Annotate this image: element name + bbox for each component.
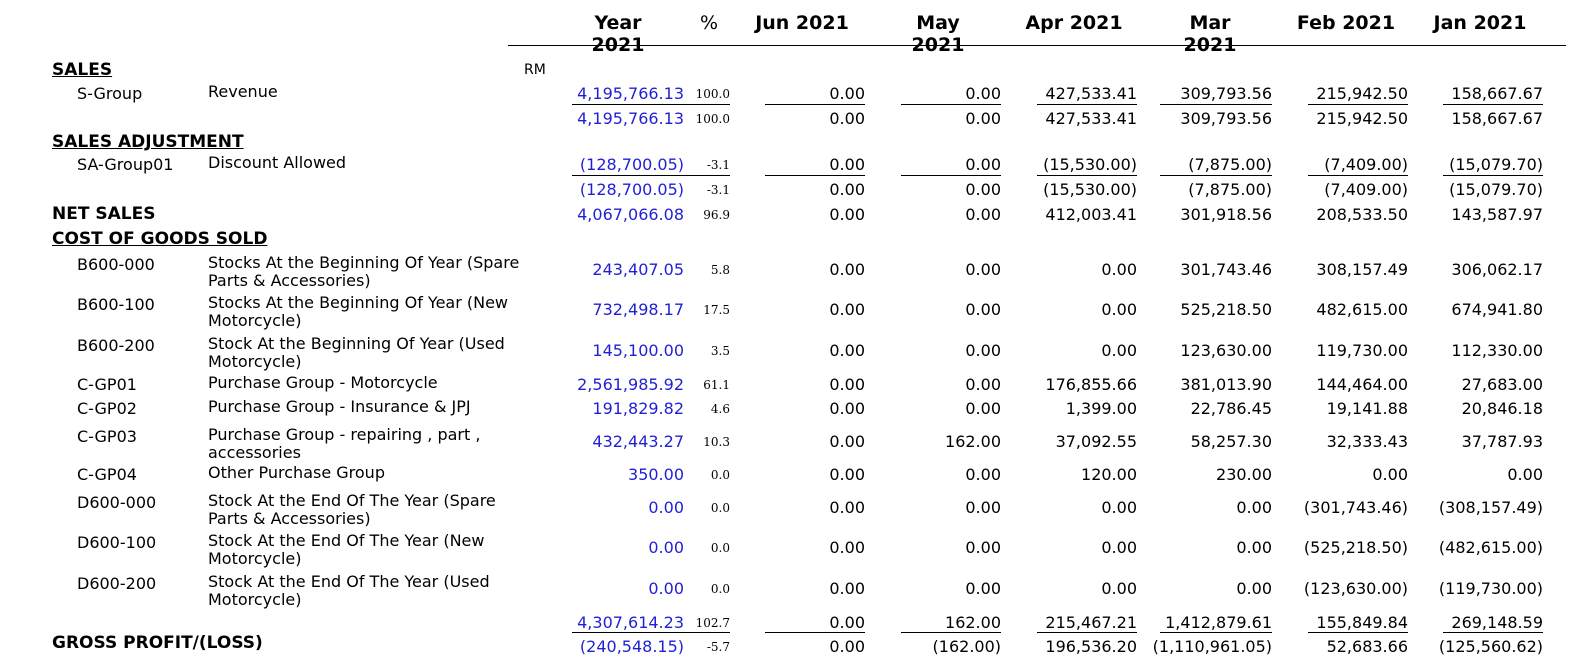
header-divider — [508, 45, 1566, 46]
month-amount: (119,730.00) — [1438, 579, 1543, 598]
account-code: D600-200 — [77, 574, 157, 593]
month-amount: (525,218.50) — [1303, 538, 1408, 557]
subtotal-rule — [901, 175, 1001, 176]
month-amount: 0.00 — [829, 260, 865, 279]
month-amount: (301,743.46) — [1303, 498, 1408, 517]
account-description: Stock At the Beginning Of Year (Used — [208, 334, 505, 353]
subtotal-rule — [572, 175, 730, 176]
month-amount: 196,536.20 — [1045, 637, 1137, 656]
subtotal-rule — [1443, 632, 1543, 633]
col-header-may: May 2021 — [911, 12, 965, 56]
month-amount: 0.00 — [1101, 579, 1137, 598]
month-amount: (308,157.49) — [1438, 498, 1543, 517]
percent-value: 5.8 — [710, 263, 730, 277]
section-sales: SALES — [52, 60, 113, 80]
account-description: Discount Allowed — [208, 153, 347, 172]
ytd-amount[interactable]: 432,443.27 — [592, 432, 684, 451]
month-amount: (162.00) — [932, 637, 1001, 656]
month-amount: 0.00 — [965, 579, 1001, 598]
month-amount: 144,464.00 — [1316, 375, 1408, 394]
month-amount: 158,667.67 — [1451, 84, 1543, 103]
subtotal-rule — [1443, 104, 1543, 105]
col-header-apr: Apr 2021 — [1025, 12, 1123, 34]
month-amount: 301,743.46 — [1180, 260, 1272, 279]
month-amount: (125,560.62) — [1438, 637, 1543, 656]
month-amount: (7,875.00) — [1188, 155, 1272, 174]
subtotal-rule — [901, 632, 1001, 633]
percent-value: 102.7 — [695, 616, 730, 630]
percent-value: -3.1 — [706, 158, 730, 172]
ytd-amount[interactable]: 4,307,614.23 — [577, 613, 684, 632]
ytd-amount[interactable]: 145,100.00 — [592, 341, 684, 360]
month-amount: (7,409.00) — [1324, 180, 1408, 199]
account-description: Motorcycle) — [208, 352, 302, 371]
col-header-percent: % — [699, 12, 719, 34]
month-amount: 674,941.80 — [1451, 300, 1543, 319]
account-description: Motorcycle) — [208, 590, 302, 609]
month-amount: (15,530.00) — [1043, 155, 1137, 174]
month-amount: 309,793.56 — [1180, 109, 1272, 128]
month-amount: 0.00 — [965, 205, 1001, 224]
ytd-amount[interactable]: 0.00 — [648, 498, 684, 517]
subtotal-rule — [1443, 175, 1543, 176]
ytd-amount[interactable]: 0.00 — [648, 538, 684, 557]
account-description: Stock At the End Of The Year (Spare — [208, 491, 496, 510]
subtotal-rule — [1037, 104, 1137, 105]
month-amount: 309,793.56 — [1180, 84, 1272, 103]
month-amount: 176,855.66 — [1045, 375, 1137, 394]
ytd-amount[interactable]: 2,561,985.92 — [577, 375, 684, 394]
section-cogs: COST OF GOODS SOLD — [52, 229, 268, 249]
account-code: B600-000 — [77, 255, 155, 274]
month-amount: 0.00 — [829, 109, 865, 128]
month-amount: 381,013.90 — [1180, 375, 1272, 394]
month-amount: 112,330.00 — [1451, 341, 1543, 360]
month-amount: 0.00 — [965, 260, 1001, 279]
account-description: Stocks At the Beginning Of Year (Spare — [208, 253, 520, 272]
month-amount: (123,630.00) — [1303, 579, 1408, 598]
percent-value: 17.5 — [703, 303, 730, 317]
month-amount: 0.00 — [829, 637, 865, 656]
ytd-amount[interactable]: 243,407.05 — [592, 260, 684, 279]
month-amount: 0.00 — [965, 300, 1001, 319]
month-amount: (482,615.00) — [1438, 538, 1543, 557]
percent-value: 3.5 — [710, 344, 730, 358]
month-amount: 0.00 — [829, 205, 865, 224]
month-amount: 301,918.56 — [1180, 205, 1272, 224]
month-amount: 427,533.41 — [1045, 84, 1137, 103]
month-amount: 0.00 — [829, 465, 865, 484]
account-description: Parts & Accessories) — [208, 271, 371, 290]
month-amount: 208,533.50 — [1316, 205, 1408, 224]
percent-value: 100.0 — [695, 112, 730, 126]
ytd-amount[interactable]: 191,829.82 — [592, 399, 684, 418]
account-code: C-GP03 — [77, 427, 137, 446]
month-amount: 230.00 — [1216, 465, 1272, 484]
month-amount: 0.00 — [829, 341, 865, 360]
month-amount: 0.00 — [829, 375, 865, 394]
ytd-amount[interactable]: 0.00 — [648, 579, 684, 598]
percent-value: 4.6 — [710, 402, 730, 416]
percent-value: -5.7 — [706, 640, 730, 654]
month-amount: 162.00 — [945, 613, 1001, 632]
subtotal-rule — [1308, 104, 1408, 105]
percent-value: -3.1 — [706, 183, 730, 197]
account-code: SA-Group01 — [77, 155, 174, 174]
account-code: B600-100 — [77, 295, 155, 314]
month-amount: 0.00 — [829, 432, 865, 451]
month-amount: 0.00 — [829, 579, 865, 598]
month-amount: 0.00 — [1101, 341, 1137, 360]
subtotal-rule — [572, 632, 730, 633]
ytd-amount[interactable]: (128,700.05) — [579, 155, 684, 174]
month-amount: 155,849.84 — [1316, 613, 1408, 632]
month-amount: 158,667.67 — [1451, 109, 1543, 128]
month-amount: 20,846.18 — [1461, 399, 1543, 418]
month-amount: 308,157.49 — [1316, 260, 1408, 279]
account-code: D600-100 — [77, 533, 157, 552]
month-amount: 0.00 — [965, 538, 1001, 557]
month-amount: 0.00 — [1236, 538, 1272, 557]
ytd-amount[interactable]: (240,548.15) — [579, 637, 684, 656]
ytd-amount[interactable]: 350.00 — [628, 465, 684, 484]
month-amount: 0.00 — [829, 180, 865, 199]
percent-value: 0.0 — [710, 501, 730, 515]
month-amount: 215,467.21 — [1045, 613, 1137, 632]
month-amount: 19,141.88 — [1326, 399, 1408, 418]
col-header-feb: Feb 2021 — [1296, 12, 1396, 34]
month-amount: 0.00 — [965, 109, 1001, 128]
subtotal-rule — [1160, 632, 1272, 633]
month-amount: 22,786.45 — [1190, 399, 1272, 418]
month-amount: 162.00 — [945, 432, 1001, 451]
account-description: Parts & Accessories) — [208, 509, 371, 528]
month-amount: 0.00 — [1236, 579, 1272, 598]
month-amount: 123,630.00 — [1180, 341, 1272, 360]
month-amount: 58,257.30 — [1190, 432, 1272, 451]
month-amount: 0.00 — [965, 155, 1001, 174]
month-amount: 0.00 — [1101, 300, 1137, 319]
month-amount: 0.00 — [829, 155, 865, 174]
month-amount: 0.00 — [1236, 498, 1272, 517]
month-amount: 0.00 — [965, 180, 1001, 199]
subtotal-rule — [765, 104, 865, 105]
account-description: Purchase Group - Insurance & JPJ — [208, 397, 471, 416]
account-description: Revenue — [208, 82, 278, 101]
account-description: Other Purchase Group — [208, 463, 385, 482]
subtotal-rule — [1037, 175, 1137, 176]
ytd-amount[interactable]: (128,700.05) — [579, 180, 684, 199]
month-amount: 32,333.43 — [1326, 432, 1408, 451]
month-amount: 0.00 — [965, 498, 1001, 517]
month-amount: 37,092.55 — [1055, 432, 1137, 451]
month-amount: 119,730.00 — [1316, 341, 1408, 360]
subtotal-rule — [572, 104, 730, 105]
month-amount: (7,409.00) — [1324, 155, 1408, 174]
month-amount: 306,062.17 — [1451, 260, 1543, 279]
month-amount: 0.00 — [1101, 498, 1137, 517]
month-amount: 0.00 — [829, 84, 865, 103]
account-description: Motorcycle) — [208, 311, 302, 330]
month-amount: 0.00 — [965, 375, 1001, 394]
month-amount: 52,683.66 — [1326, 637, 1408, 656]
account-code: S-Group — [77, 84, 143, 103]
account-code: C-GP01 — [77, 375, 137, 394]
subtotal-rule — [1308, 175, 1408, 176]
ytd-amount[interactable]: 4,195,766.13 — [577, 109, 684, 128]
percent-value: 0.0 — [710, 541, 730, 555]
section-gross-profit: GROSS PROFIT/(LOSS) — [52, 633, 263, 653]
account-description: Stock At the End Of The Year (New — [208, 531, 485, 550]
subtotal-rule — [765, 632, 865, 633]
month-amount: (15,079.70) — [1449, 155, 1543, 174]
col-header-year: Year 2021 — [591, 12, 645, 56]
month-amount: (15,530.00) — [1043, 180, 1137, 199]
col-header-jan: Jan 2021 — [1433, 12, 1527, 34]
ytd-amount[interactable]: 4,067,066.08 — [577, 205, 684, 224]
percent-value: 100.0 — [695, 87, 730, 101]
month-amount: 215,942.50 — [1316, 109, 1408, 128]
account-description: accessories — [208, 443, 301, 462]
subtotal-rule — [1308, 632, 1408, 633]
month-amount: 0.00 — [965, 465, 1001, 484]
col-header-jun: Jun 2021 — [755, 12, 849, 34]
month-amount: 37,787.93 — [1461, 432, 1543, 451]
section-net-sales: NET SALES — [52, 204, 156, 224]
month-amount: 0.00 — [1372, 465, 1408, 484]
month-amount: 0.00 — [829, 498, 865, 517]
month-amount: 27,683.00 — [1461, 375, 1543, 394]
currency-label: RM — [524, 62, 546, 78]
month-amount: 269,148.59 — [1451, 613, 1543, 632]
month-amount: 427,533.41 — [1045, 109, 1137, 128]
col-header-mar: Mar 2021 — [1183, 12, 1237, 56]
month-amount: 0.00 — [829, 613, 865, 632]
month-amount: 120.00 — [1081, 465, 1137, 484]
month-amount: 525,218.50 — [1180, 300, 1272, 319]
account-description: Purchase Group - Motorcycle — [208, 373, 438, 392]
subtotal-rule — [1160, 175, 1272, 176]
ytd-amount[interactable]: 4,195,766.13 — [577, 84, 684, 103]
month-amount: 215,942.50 — [1316, 84, 1408, 103]
account-code: D600-000 — [77, 493, 157, 512]
account-description: Stock At the End Of The Year (Used — [208, 572, 490, 591]
ytd-amount[interactable]: 732,498.17 — [592, 300, 684, 319]
percent-value: 0.0 — [710, 582, 730, 596]
month-amount: (7,875.00) — [1188, 180, 1272, 199]
month-amount: 0.00 — [829, 300, 865, 319]
month-amount: (15,079.70) — [1449, 180, 1543, 199]
month-amount: 143,587.97 — [1451, 205, 1543, 224]
month-amount: 412,003.41 — [1045, 205, 1137, 224]
account-description: Motorcycle) — [208, 549, 302, 568]
month-amount: 0.00 — [965, 399, 1001, 418]
account-code: B600-200 — [77, 336, 155, 355]
month-amount: 0.00 — [1507, 465, 1543, 484]
month-amount: 0.00 — [965, 84, 1001, 103]
month-amount: 0.00 — [965, 341, 1001, 360]
month-amount: 482,615.00 — [1316, 300, 1408, 319]
month-amount: (1,110,961.05) — [1152, 637, 1272, 656]
subtotal-rule — [1160, 104, 1272, 105]
account-description: Purchase Group - repairing , part , — [208, 425, 481, 444]
percent-value: 10.3 — [703, 435, 730, 449]
section-sales-adjustment: SALES ADJUSTMENT — [52, 132, 244, 152]
subtotal-rule — [901, 104, 1001, 105]
percent-value: 96.9 — [703, 208, 730, 222]
month-amount: 0.00 — [829, 399, 865, 418]
subtotal-rule — [1037, 632, 1137, 633]
month-amount: 1,399.00 — [1065, 399, 1137, 418]
percent-value: 0.0 — [710, 468, 730, 482]
month-amount: 0.00 — [1101, 538, 1137, 557]
account-code: C-GP04 — [77, 465, 137, 484]
month-amount: 1,412,879.61 — [1165, 613, 1272, 632]
account-description: Stocks At the Beginning Of Year (New — [208, 293, 509, 312]
month-amount: 0.00 — [829, 538, 865, 557]
percent-value: 61.1 — [703, 378, 730, 392]
account-code: C-GP02 — [77, 399, 137, 418]
month-amount: 0.00 — [1101, 260, 1137, 279]
subtotal-rule — [765, 175, 865, 176]
